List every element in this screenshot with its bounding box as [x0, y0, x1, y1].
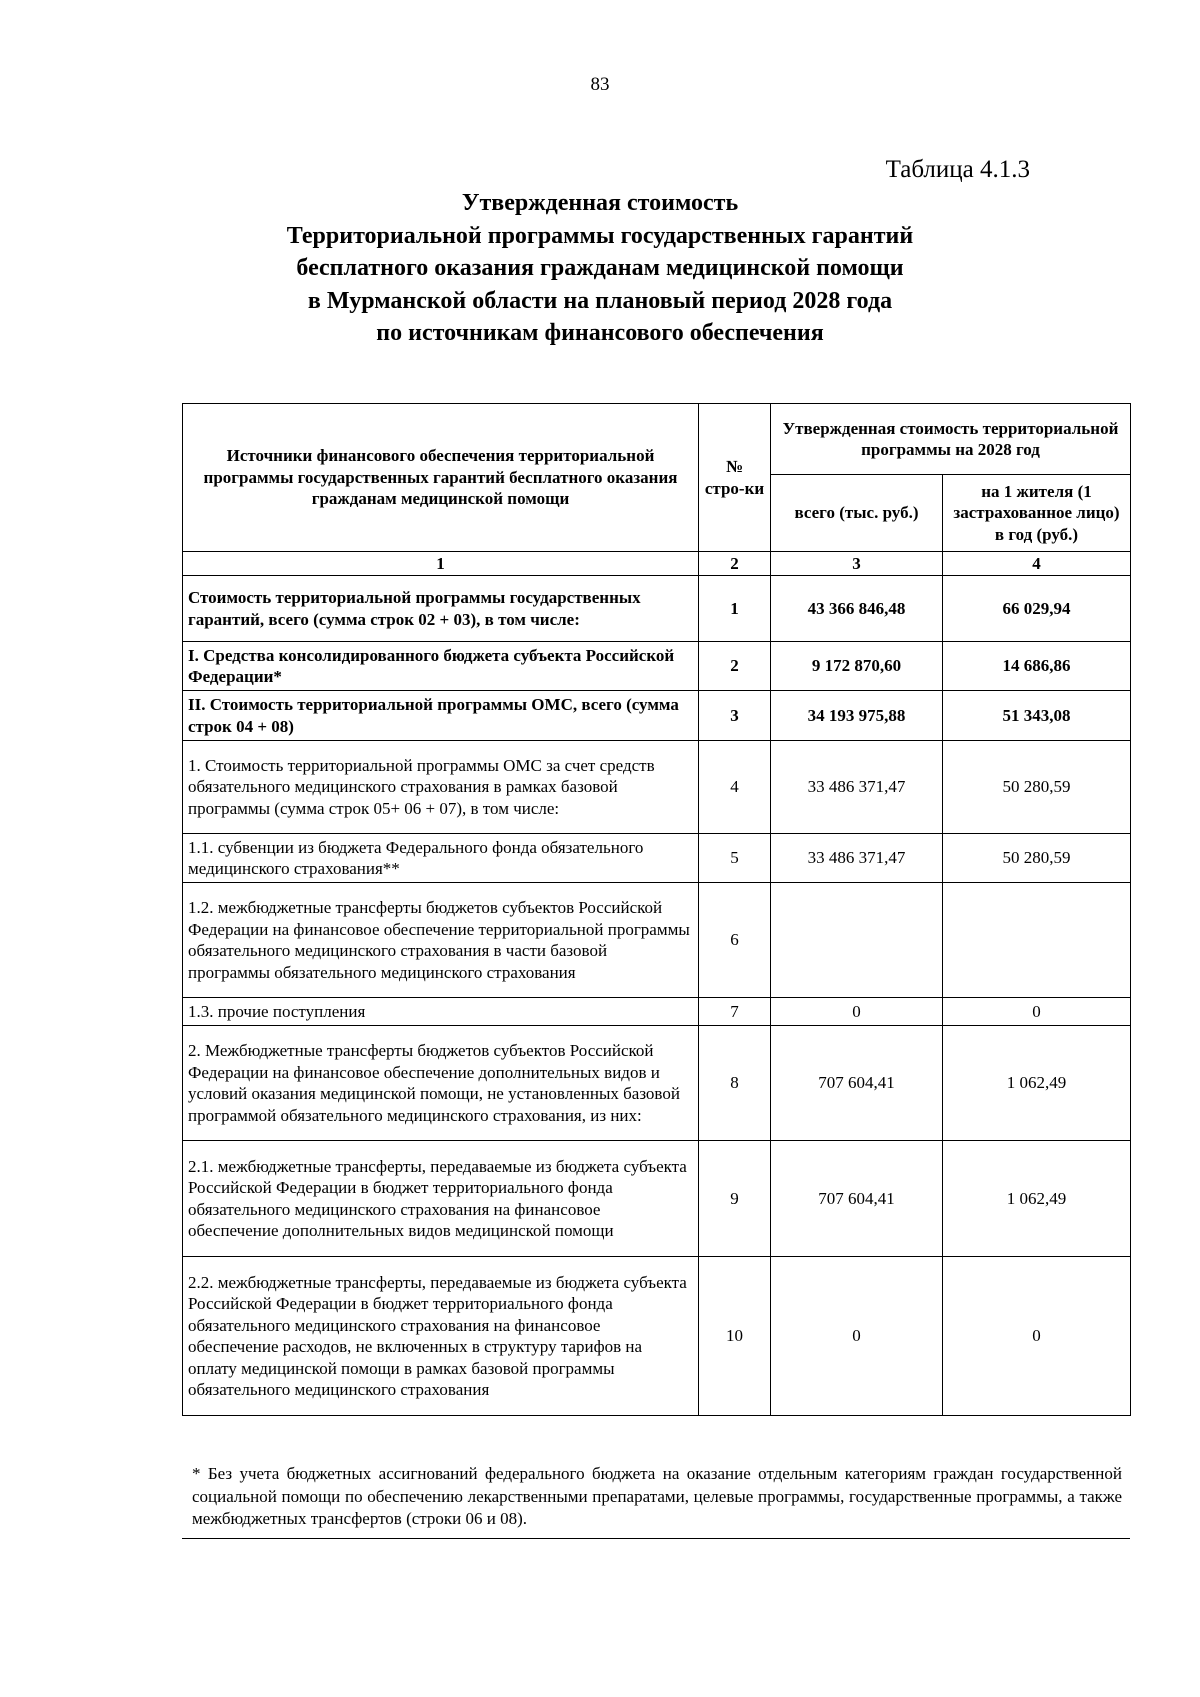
per-capita-cell: 50 280,59 [943, 834, 1131, 883]
row-number-cell: 2 [699, 642, 771, 691]
row-number-cell: 10 [699, 1257, 771, 1416]
column-number: 4 [943, 552, 1131, 576]
row-number-cell: 4 [699, 741, 771, 834]
table-row [183, 1026, 1131, 1141]
per-capita-cell: 0 [943, 1257, 1131, 1416]
title-line: в Мурманской области на плановый период 2028 года [307, 287, 893, 314]
per-capita-cell: 66 029,94 [943, 576, 1131, 642]
table-row [183, 1141, 1131, 1257]
source-cell: 1. Стоимость территориальной программы ОМС за счет средств обязательного медицинского страхования в рамках базовой программы (сумма строк 05+ 06 + 07), в том числе: [183, 741, 699, 834]
per-capita-cell: 14 686,86 [943, 642, 1131, 691]
row-number-cell: 1 [699, 576, 771, 642]
column-number: 1 [183, 552, 699, 576]
column-number: 3 [771, 552, 943, 576]
title-line: бесплатного оказания гражданам медицинской помощи [296, 255, 904, 281]
total-cell: 0 [771, 1257, 943, 1416]
row-number-cell: 7 [699, 998, 771, 1026]
source-cell: 1.2. межбюджетные трансферты бюджетов субъектов Российской Федерации на финансовое обеспечение территориальной программы обязательного медицинского страхования в части базовой программы обязательного медицинского страхования [183, 883, 699, 998]
row-number-cell: 3 [699, 691, 771, 741]
table-label: Таблица 4.1.3 [885, 156, 1030, 183]
footnote-rule [182, 1538, 1130, 1539]
title-line: Территориальной программы государственных гарантий [286, 222, 914, 249]
total-cell: 0 [771, 998, 943, 1026]
column-number: 2 [699, 552, 771, 576]
total-cell: 34 193 975,88 [771, 691, 943, 741]
per-capita-cell: 0 [943, 998, 1131, 1026]
per-capita-cell [943, 883, 1131, 998]
source-cell: I. Средства консолидированного бюджета субъекта Российской Федерации* [183, 642, 699, 691]
table-row [183, 883, 1131, 998]
footnote: * Без учета бюджетных ассигнований федерального бюджета на оказание отдельным категориям граждан государственной социальной помощи по обеспечению лекарственными препаратами, целевые программы, государственные программы, а также межбюджетных трансфертов (строки 06 и 08). [192, 1464, 1122, 1528]
per-capita-cell: 1 062,49 [943, 1026, 1131, 1141]
per-capita-cell: 50 280,59 [943, 741, 1131, 834]
row-number-cell: 8 [699, 1026, 771, 1141]
total-cell: 707 604,41 [771, 1026, 943, 1141]
total-cell: 707 604,41 [771, 1141, 943, 1257]
total-cell: 9 172 870,60 [771, 642, 943, 691]
cost-table [182, 403, 1131, 1416]
row-number-cell: 6 [699, 883, 771, 998]
page-number: 83 [590, 74, 610, 95]
per-capita-cell: 51 343,08 [943, 691, 1131, 741]
table-row [183, 741, 1131, 834]
total-cell: 33 486 371,47 [771, 741, 943, 834]
source-cell: 2.2. межбюджетные трансферты, передаваемые из бюджета субъекта Российской Федерации в бюджет территориального фонда обязательного медицинского страхования на финансовое обеспечение расходов, не включенных в структуру тарифов на оплату медицинской помощи в рамках базовой программы обязательного медицинского страхования [183, 1257, 699, 1416]
per-capita-cell: 1 062,49 [943, 1141, 1131, 1257]
total-cell: 33 486 371,47 [771, 834, 943, 883]
source-cell: Стоимость территориальной программы государственных гарантий, всего (сумма строк 02 + 03), в том числе: [183, 576, 699, 642]
total-cell: 43 366 846,48 [771, 576, 943, 642]
table-row [183, 1257, 1131, 1416]
table-row [183, 642, 1131, 691]
source-cell: 1.1. субвенции из бюджета Федерального фонда обязательного медицинского страхования** [183, 834, 699, 883]
header-approved-cost: Утвержденная стоимость территориальной программы на 2028 год [771, 404, 1131, 475]
header-total: всего (тыс. руб.) [771, 475, 943, 552]
title-line: по источникам финансового обеспечения [376, 320, 824, 346]
source-cell: II. Стоимость территориальной программы ОМС, всего (сумма строк 04 + 08) [183, 691, 699, 741]
source-cell: 2. Межбюджетные трансферты бюджетов субъектов Российской Федерации на финансовое обеспечение дополнительных видов и условий оказания медицинской помощи, не установленных базовой программой обязательного медицинского страхования, из них: [183, 1026, 699, 1141]
table-row [183, 691, 1131, 741]
header-sources: Источники финансового обеспечения территориальной программы государственных гарантий бесплатного оказания гражданам медицинской помощи [183, 404, 699, 552]
header-row-number: № стро-ки [699, 404, 771, 552]
header-per-capita: на 1 жителя (1 застрахованное лицо) в год (руб.) [943, 475, 1131, 552]
table-row [183, 998, 1131, 1026]
table-row [183, 834, 1131, 883]
table-row [183, 576, 1131, 642]
document-title [200, 187, 1000, 350]
source-cell: 1.3. прочие поступления [183, 998, 699, 1026]
title-line: Утвержденная стоимость [461, 190, 739, 216]
row-number-cell: 9 [699, 1141, 771, 1257]
source-cell: 2.1. межбюджетные трансферты, передаваемые из бюджета субъекта Российской Федерации в бюджет территориального фонда обязательного медицинского страхования на финансовое обеспечение дополнительных видов медицинской помощи [183, 1141, 699, 1257]
total-cell [771, 883, 943, 998]
row-number-cell: 5 [699, 834, 771, 883]
